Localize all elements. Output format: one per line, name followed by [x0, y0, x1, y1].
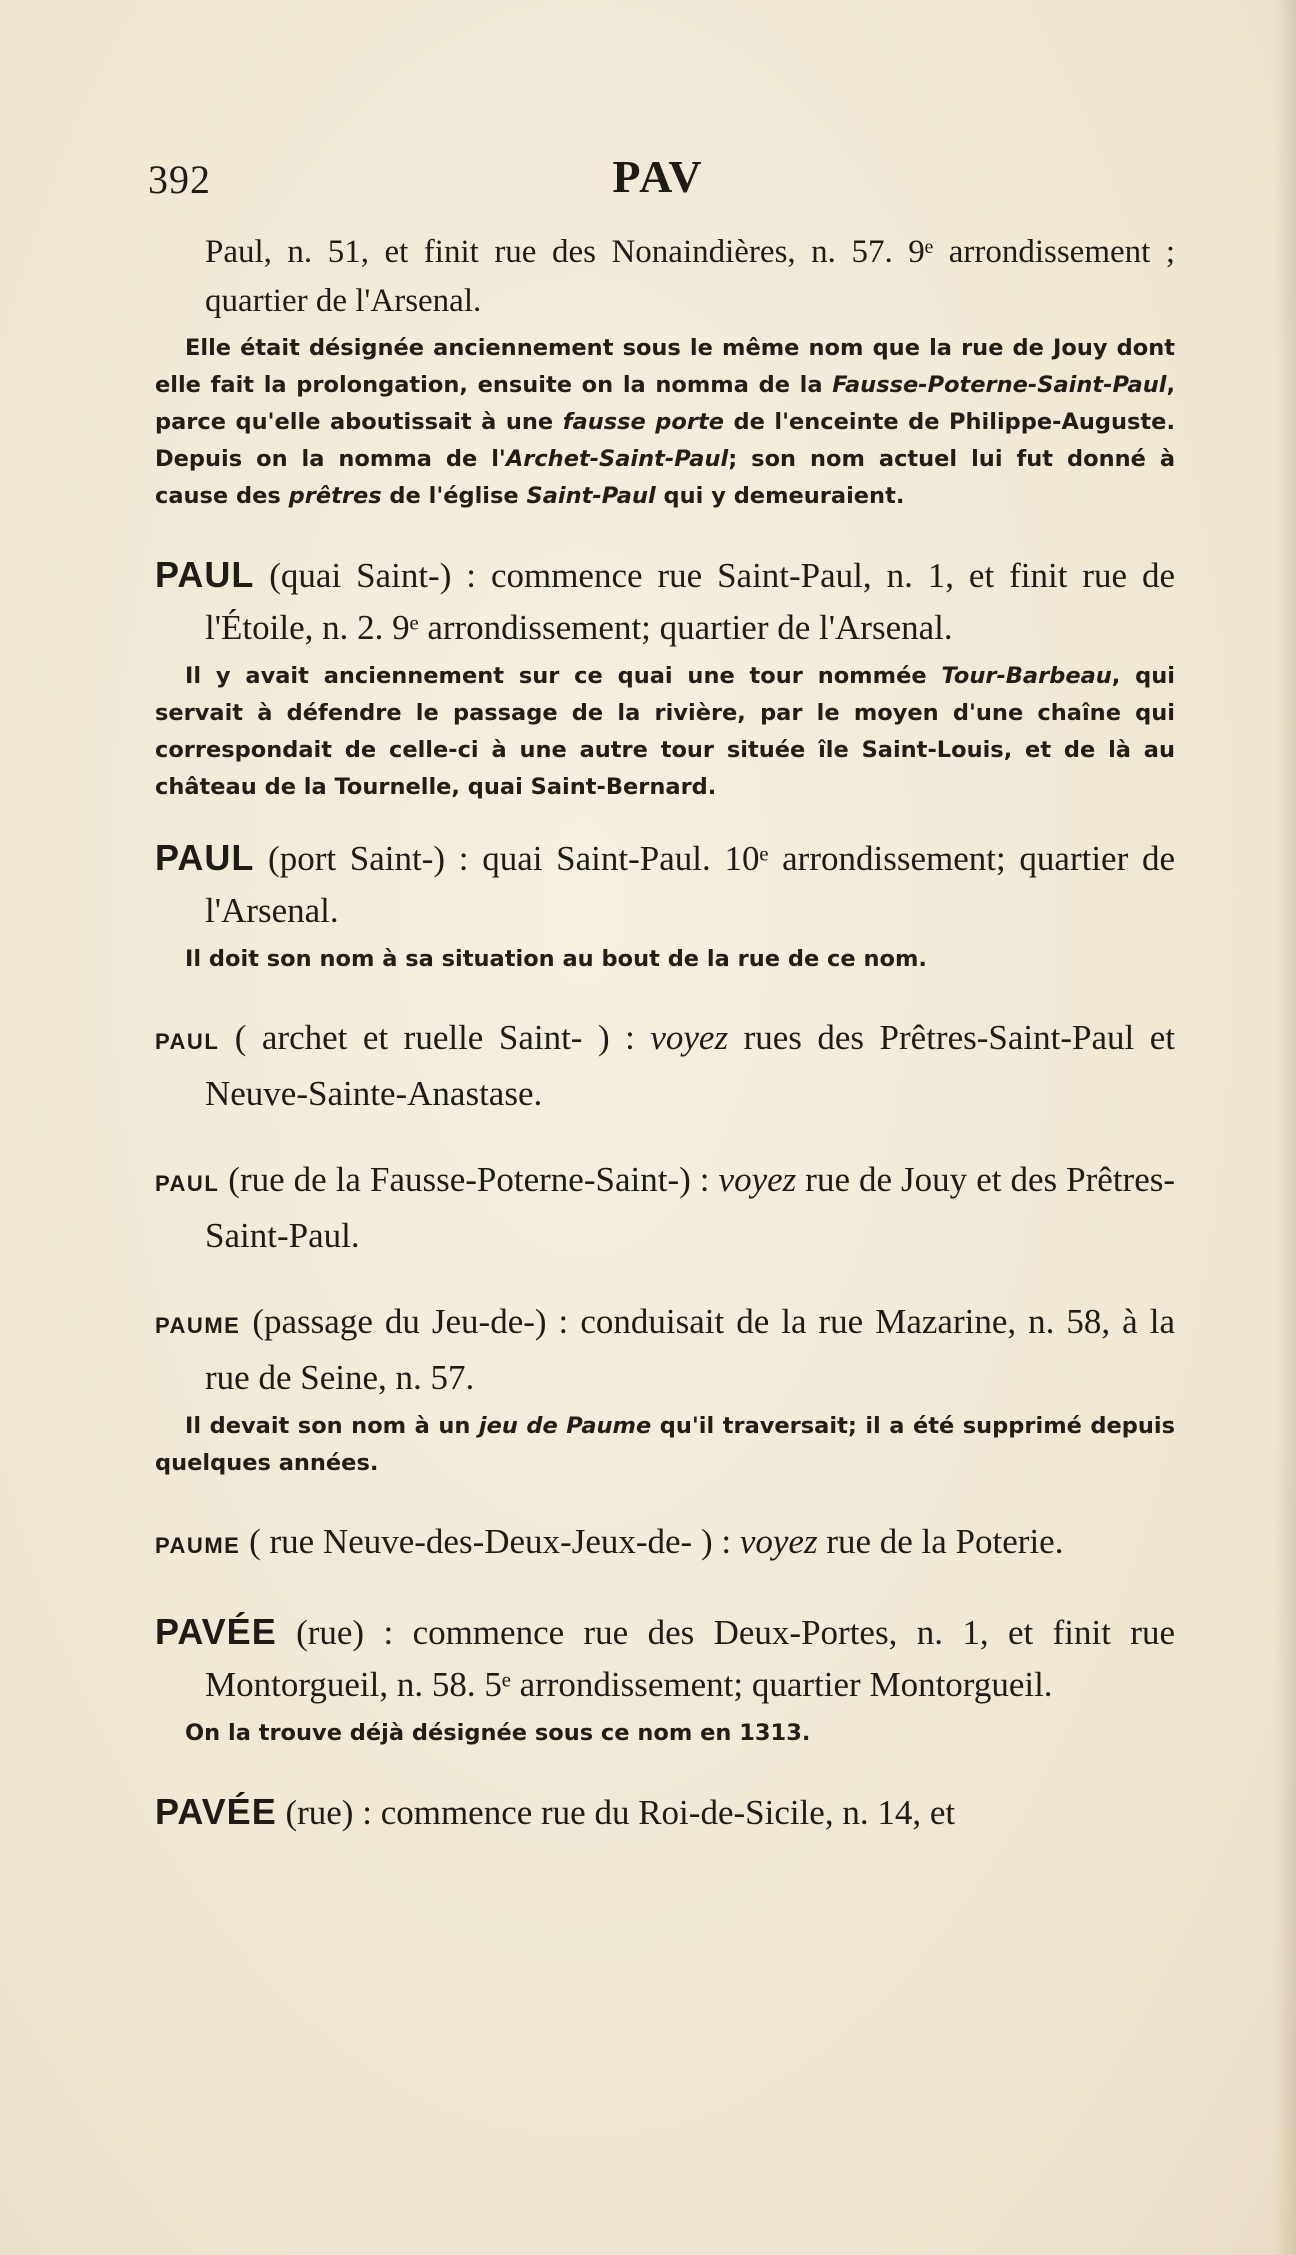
entry-continuation	[155, 228, 1175, 515]
entry-qualifier: (port Saint-) :	[254, 839, 483, 878]
headword: PAUL	[155, 837, 255, 878]
note-text: On la trouve déjà désignée sous ce nom en 1313.	[185, 1720, 811, 1746]
entry-text	[155, 832, 1175, 937]
note-text: Il devait son nom à un	[185, 1413, 479, 1439]
entry-qualifier: (rue) :	[276, 1793, 381, 1832]
entry-paul-archet	[155, 1012, 1175, 1120]
note-italic-text: Tour-Barbeau	[941, 663, 1112, 689]
note-text: de l'église	[381, 483, 527, 509]
entry-text	[155, 1012, 1175, 1120]
page-header	[148, 150, 1168, 210]
note-italic-text: Fausse-Poterne-Saint-Paul	[832, 372, 1167, 398]
entry-text	[155, 1296, 1175, 1404]
entry-qualifier: (passage du Jeu-de-) :	[240, 1302, 581, 1341]
headword: PAUME	[155, 1313, 241, 1338]
entry-paul-fausse-poterne	[155, 1154, 1175, 1262]
entry-text	[155, 1786, 1175, 1839]
headword: PAUL	[155, 1171, 220, 1196]
entry-pavee-2	[155, 1786, 1175, 1839]
entry-body: quai Saint-Paul. 10ᵉ arrondissement; quartier de l'Arsenal.	[205, 839, 1175, 930]
page-number: 392	[148, 157, 211, 202]
entry-qualifier: ( rue Neuve-des-Deux-Jeux-de- ) :	[240, 1522, 740, 1561]
note-text: Il doit son nom à sa situation au bout de la rue de ce nom.	[185, 946, 927, 972]
entry-qualifier: (rue de la Fausse-Poterne-Saint-) :	[219, 1160, 719, 1199]
note-text: , parce qu'elle aboutissait à une	[155, 372, 1175, 435]
entry-text	[155, 549, 1175, 654]
entry-body: rues des Prêtres-Saint-Paul et Neuve-Sainte-Anastase.	[205, 1018, 1175, 1113]
entry-qualifier: ( archet et ruelle Saint- ) :	[219, 1018, 651, 1057]
entry-note	[155, 330, 1175, 515]
see-reference: voyez	[718, 1160, 797, 1199]
entry-text	[155, 1606, 1175, 1711]
entry-note	[155, 1408, 1175, 1482]
entry-text	[155, 1516, 1175, 1572]
headword: PAVÉE	[155, 1611, 277, 1652]
entry-text	[155, 1154, 1175, 1262]
entry-pavee-1	[155, 1606, 1175, 1752]
entry-paul-quai	[155, 549, 1175, 806]
see-reference: voyez	[650, 1018, 729, 1057]
note-italic-text: prêtres	[288, 483, 382, 509]
headword: PAUME	[155, 1533, 241, 1558]
page-gutter-shadow	[1274, 0, 1296, 2255]
entry-body: rue de la Poterie.	[817, 1522, 1064, 1561]
see-reference: voyez	[739, 1522, 818, 1561]
entry-text: Paul, n. 51, et finit rue des Nonaindières, n. 57. 9ᵉ arrondissement ; quartier de l'Arsenal.	[205, 234, 1175, 319]
dictionary-content	[155, 228, 1175, 1839]
note-text: qu'il traversait; il a été supprimé depuis quelques années.	[155, 1413, 1176, 1476]
entry-paume-passage	[155, 1296, 1175, 1482]
note-italic-text: Archet-Saint-Paul	[505, 446, 729, 472]
entry-note	[155, 1715, 1175, 1752]
headword: PAVÉE	[155, 1791, 277, 1832]
entry-body: commence rue du Roi-de-Sicile, n. 14, et	[380, 1793, 956, 1832]
entry-qualifier: (rue) :	[276, 1613, 413, 1652]
entry-body: commence rue des Deux-Portes, n. 1, et finit rue Montorgueil, n. 58. 5ᵉ arrondissement; quartier Montorgueil.	[205, 1613, 1175, 1704]
headword: PAUL	[155, 1029, 220, 1054]
entry-paume-rue	[155, 1516, 1175, 1572]
note-text: Il y avait anciennement sur ce quai une tour nommée	[185, 663, 942, 689]
note-italic-text: jeu de Paume	[478, 1413, 652, 1439]
entry-body: commence rue Saint-Paul, n. 1, et finit rue de l'Étoile, n. 2. 9ᵉ arrondissement; quartier de l'Arsenal.	[205, 556, 1175, 647]
entry-note	[155, 941, 1175, 978]
entry-paul-port	[155, 832, 1175, 978]
note-text: de l'enceinte de Philippe-Auguste. Depuis on la nomma de l'	[155, 409, 1175, 472]
note-text: , qui servait à défendre le passage de la rivière, par le moyen d'une chaîne qui correspondait de celle-ci à une autre tour située île Saint-Louis, et de là au château de la Tournelle, quai Saint-Bernard.	[155, 663, 1175, 800]
entry-qualifier: (quai Saint-) :	[254, 556, 491, 595]
entry-body: rue de Jouy et des Prêtres-Saint-Paul.	[205, 1160, 1176, 1255]
note-italic-text: fausse porte	[562, 409, 724, 435]
entry-note	[155, 658, 1175, 806]
headword: PAUL	[155, 554, 255, 595]
note-text: qui y demeuraient.	[655, 483, 905, 509]
note-text: Elle était désignée anciennement sous le même nom que la rue de Jouy dont elle fait la prolongation, ensuite on la nomma de la	[155, 335, 1175, 398]
note-text: ; son nom actuel lui fut donné à cause des	[155, 446, 1176, 509]
entry-body: conduisait de la rue Mazarine, n. 58, à la rue de Seine, n. 57.	[205, 1302, 1175, 1397]
running-head: PAV	[612, 151, 704, 202]
note-italic-text: Saint-Paul	[526, 483, 656, 509]
